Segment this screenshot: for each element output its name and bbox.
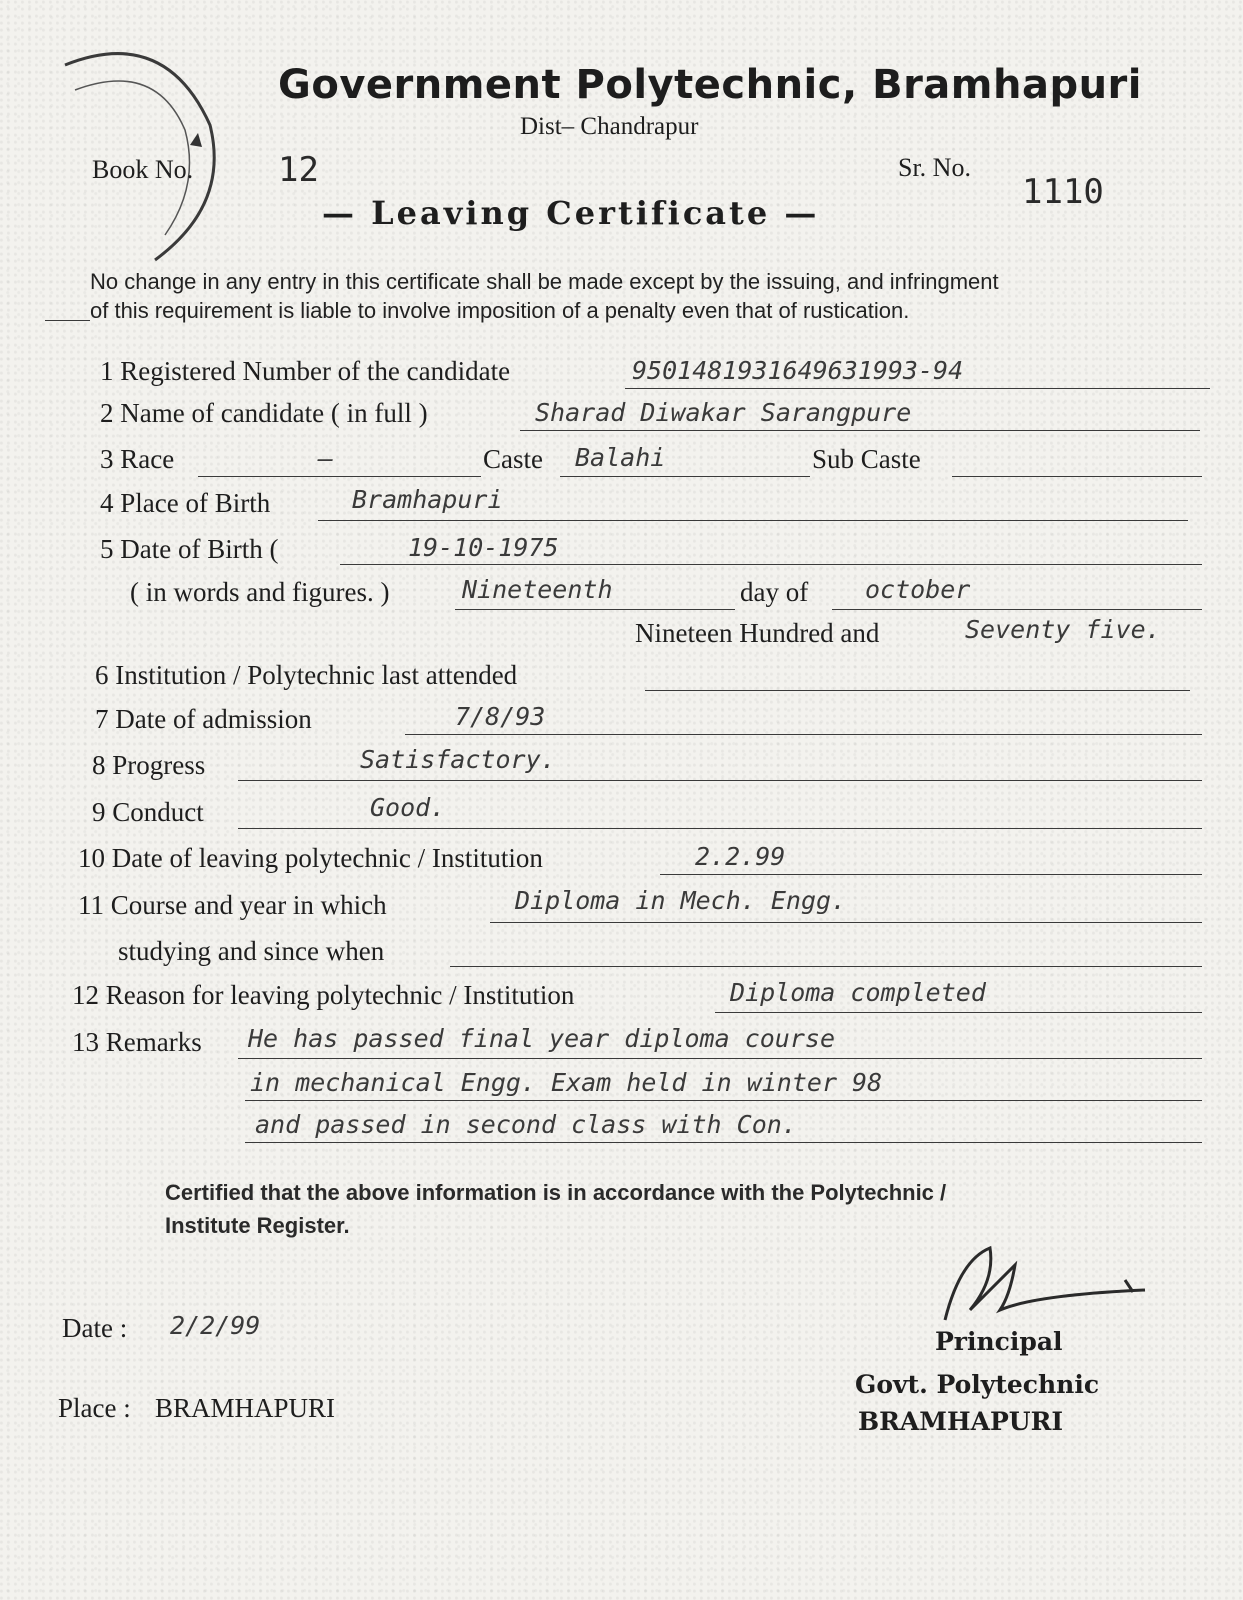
serial-number-label: Sr. No. <box>898 153 971 182</box>
field-8-value: Satisfactory. <box>360 745 556 774</box>
field-7-value: 7/8/93 <box>455 702 546 731</box>
field-2-label: 2 Name of candidate ( in full ) <box>100 398 428 428</box>
place-value: BRAMHAPURI <box>155 1393 336 1423</box>
district-subtitle: Dist– Chandrapur <box>520 113 699 140</box>
field-12-label: 12 Reason for leaving polytechnic / Institution <box>72 980 575 1010</box>
field-5-label: 5 Date of Birth ( <box>100 534 279 564</box>
notice-underline <box>45 320 90 321</box>
certificate-heading: — Leaving Certificate — <box>322 194 820 232</box>
field-13-line-2 <box>245 1100 1202 1101</box>
field-11-line-2 <box>450 966 1202 967</box>
field-10-value: 2.2.99 <box>695 842 786 871</box>
field-12-line <box>715 1012 1202 1013</box>
field-5-words-line <box>455 609 735 610</box>
field-5-month-value: october <box>865 575 971 604</box>
field-11-line <box>490 922 1202 923</box>
institution-title: Government Polytechnic, Bramhapuri <box>278 62 1142 108</box>
round-seal-stamp <box>45 35 225 265</box>
field-3-label: 3 Race <box>100 444 175 474</box>
field-6-line <box>645 690 1190 691</box>
field-9-value: Good. <box>370 793 446 822</box>
field-5-dayof-label: day of <box>740 577 809 607</box>
notice-line-1: No change in any entry in this certificate shall be made except by the issuing, and infringment <box>90 269 999 294</box>
field-5-words-value: Nineteenth <box>462 575 613 604</box>
field-9-label: 9 Conduct <box>92 797 204 827</box>
principal-signature <box>915 1240 1155 1335</box>
book-number-label: Book No. <box>92 155 194 184</box>
field-13-line-3 <box>245 1142 1202 1143</box>
field-5-words-label: ( in words and figures. ) <box>130 577 390 607</box>
signatory-title: Principal <box>935 1327 1063 1356</box>
signatory-institution: Govt. Polytechnic <box>855 1370 1100 1399</box>
field-3-subcaste-line <box>952 476 1202 477</box>
field-7-label: 7 Date of admission <box>95 704 312 734</box>
certified-line-2: Institute Register. <box>165 1213 350 1238</box>
field-11-label: 11 Course and year in which <box>78 890 387 920</box>
field-3-subcaste-label: Sub Caste <box>812 444 921 474</box>
field-13-value-1: He has passed final year diploma course <box>248 1024 835 1053</box>
field-1-label: 1 Registered Number of the candidate <box>100 356 511 386</box>
field-5-value: 19-10-1975 <box>408 533 559 562</box>
field-13-value-2: in mechanical Engg. Exam held in winter 98 <box>250 1068 883 1097</box>
place-label: Place : <box>58 1393 131 1423</box>
date-label: Date : <box>62 1313 128 1343</box>
field-5-nineteen-hundred-label: Nineteen Hundred and <box>635 618 880 648</box>
notice-line-2: of this requirement is liable to involve imposition of a penalty even that of rustication. <box>90 298 910 323</box>
field-7-line <box>405 734 1202 735</box>
field-2-line <box>520 430 1200 431</box>
field-5-line <box>340 564 1202 565</box>
field-13-label: 13 Remarks <box>72 1027 202 1057</box>
book-number-value: 12 <box>278 150 319 190</box>
field-3-caste-label: Caste <box>483 444 543 474</box>
field-12-value: Diploma completed <box>730 978 986 1007</box>
field-5-year-value: Seventy five. <box>965 615 1161 644</box>
date-value: 2/2/99 <box>170 1311 261 1340</box>
field-10-label: 10 Date of leaving polytechnic / Institution <box>78 843 543 873</box>
field-2-value: Sharad Diwakar Sarangpure <box>535 398 912 427</box>
field-8-label: 8 Progress <box>92 750 206 780</box>
field-9-line <box>238 828 1202 829</box>
field-4-label: 4 Place of Birth <box>100 488 271 518</box>
certified-line-1: Certified that the above information is in accordance with the Polytechnic / <box>165 1180 947 1205</box>
field-3-race-value: – <box>318 444 334 473</box>
field-11-value: Diploma in Mech. Engg. <box>515 886 847 915</box>
field-13-line-1 <box>238 1058 1202 1059</box>
field-3-caste-value: Balahi <box>575 443 666 472</box>
signatory-place: BRAMHAPURI <box>858 1407 1064 1436</box>
field-5-month-line <box>832 609 1202 610</box>
field-4-value: Bramhapuri <box>352 485 503 514</box>
field-1-value: 9501481931649631993-94 <box>632 356 964 385</box>
field-8-line <box>238 780 1202 781</box>
field-3-race-line <box>198 476 481 477</box>
field-10-line <box>660 874 1202 875</box>
field-6-label: 6 Institution / Polytechnic last attended <box>95 660 518 690</box>
field-3-caste-line <box>560 476 810 477</box>
serial-number-value: 1110 <box>1022 172 1104 212</box>
field-13-value-3: and passed in second class with Con. <box>255 1110 797 1139</box>
field-11-label-2: studying and since when <box>118 936 385 966</box>
field-1-line <box>625 388 1210 389</box>
field-4-line <box>318 520 1188 521</box>
